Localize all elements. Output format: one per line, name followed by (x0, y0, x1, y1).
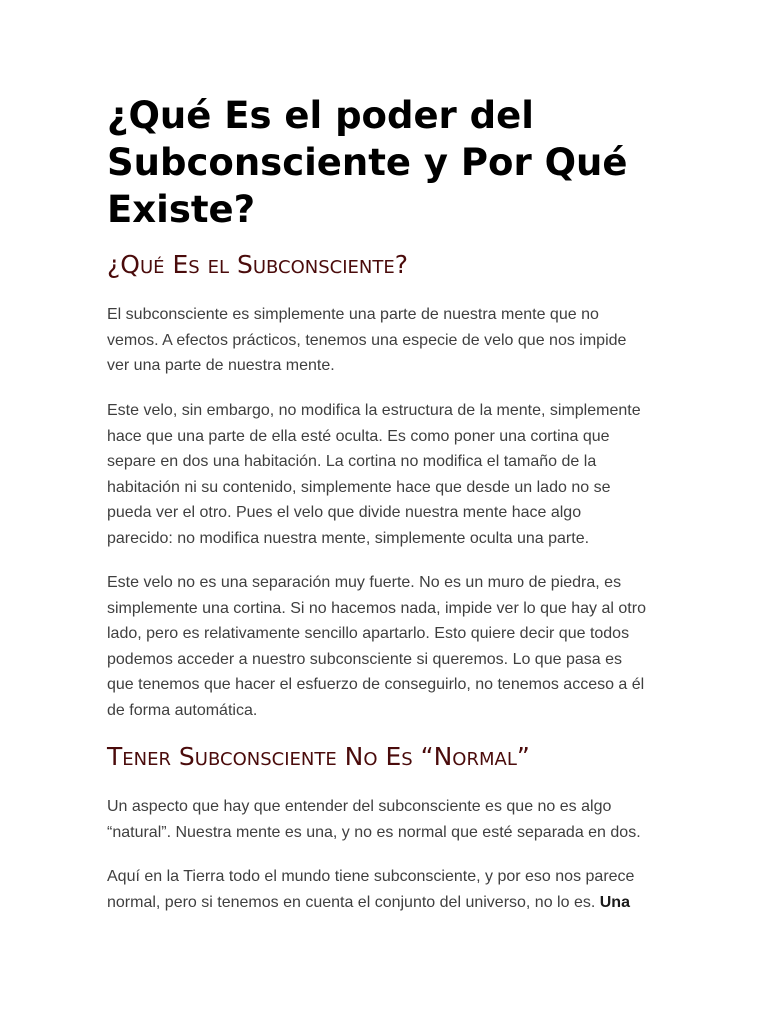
paragraph-line: vemos. A efectos prácticos, tenemos una especie de velo que nos impide (107, 331, 627, 349)
paragraph-line: El subconsciente es simplemente una parte de nuestra mente que no (107, 306, 599, 323)
paragraph-line-text: normal, pero si tenemos en cuenta el conjunto del universo, no lo es. (107, 893, 596, 911)
paragraph (107, 302, 667, 379)
paragraph-line: hace que una parte de ella esté oculta. Es como poner una cortina que (107, 427, 610, 445)
bold-text: Una (599, 893, 630, 911)
page-title (107, 92, 667, 233)
paragraph-line: de forma automática. (107, 701, 258, 719)
paragraph-line: habitación ni su contenido, simplemente hace que desde un lado no se (107, 478, 611, 496)
paragraph-line: parecido: no modifica nuestra mente, simplemente oculta una parte. (107, 529, 590, 547)
section-heading: Tener Subconsciente No Es “Normal” (107, 742, 530, 771)
paragraph-line: simplemente una cortina. Si no hacemos nada, impide ver lo que hay al otro (107, 599, 646, 617)
title-line: ¿Qué Es el poder del (107, 94, 534, 137)
paragraph-line: pueda ver el otro. Pues el velo que divide nuestra mente hace algo (107, 504, 582, 521)
paragraph (107, 864, 667, 915)
paragraph (107, 398, 667, 551)
paragraph-line: “natural”. Nuestra mente es una, y no es normal que esté separada en dos. (107, 823, 641, 841)
paragraph-line: lado, pero es relativamente sencillo apartarlo. Esto quiere decir que todos (107, 625, 630, 642)
paragraph (107, 794, 667, 845)
paragraph-line: Este velo no es una separación muy fuerte. No es un muro de piedra, es (107, 574, 622, 591)
paragraph (107, 570, 667, 723)
paragraph-line: separe en dos una habitación. La cortina no modifica el tamaño de la (107, 453, 597, 470)
paragraph-line (107, 890, 667, 916)
paragraph-line: podemos acceder a nuestro subconsciente si queremos. Lo que pasa es (107, 650, 622, 668)
paragraph-line: Este velo, sin embargo, no modifica la estructura de la mente, simplemente (107, 402, 641, 419)
paragraph-line: ver una parte de nuestra mente. (107, 357, 335, 374)
section-heading: ¿Qué Es el Subconsciente? (107, 250, 409, 279)
paragraph-line: que tenemos que hacer el esfuerzo de conseguirlo, no tenemos acceso a él (107, 676, 645, 693)
paragraph-line: Aquí en la Tierra todo el mundo tiene subconsciente, y por eso nos parece (107, 868, 635, 885)
paragraph-line: Un aspecto que hay que entender del subconsciente es que no es algo (107, 798, 612, 815)
title-line: Existe? (107, 188, 256, 231)
title-line: Subconsciente y Por Qué (107, 141, 628, 184)
